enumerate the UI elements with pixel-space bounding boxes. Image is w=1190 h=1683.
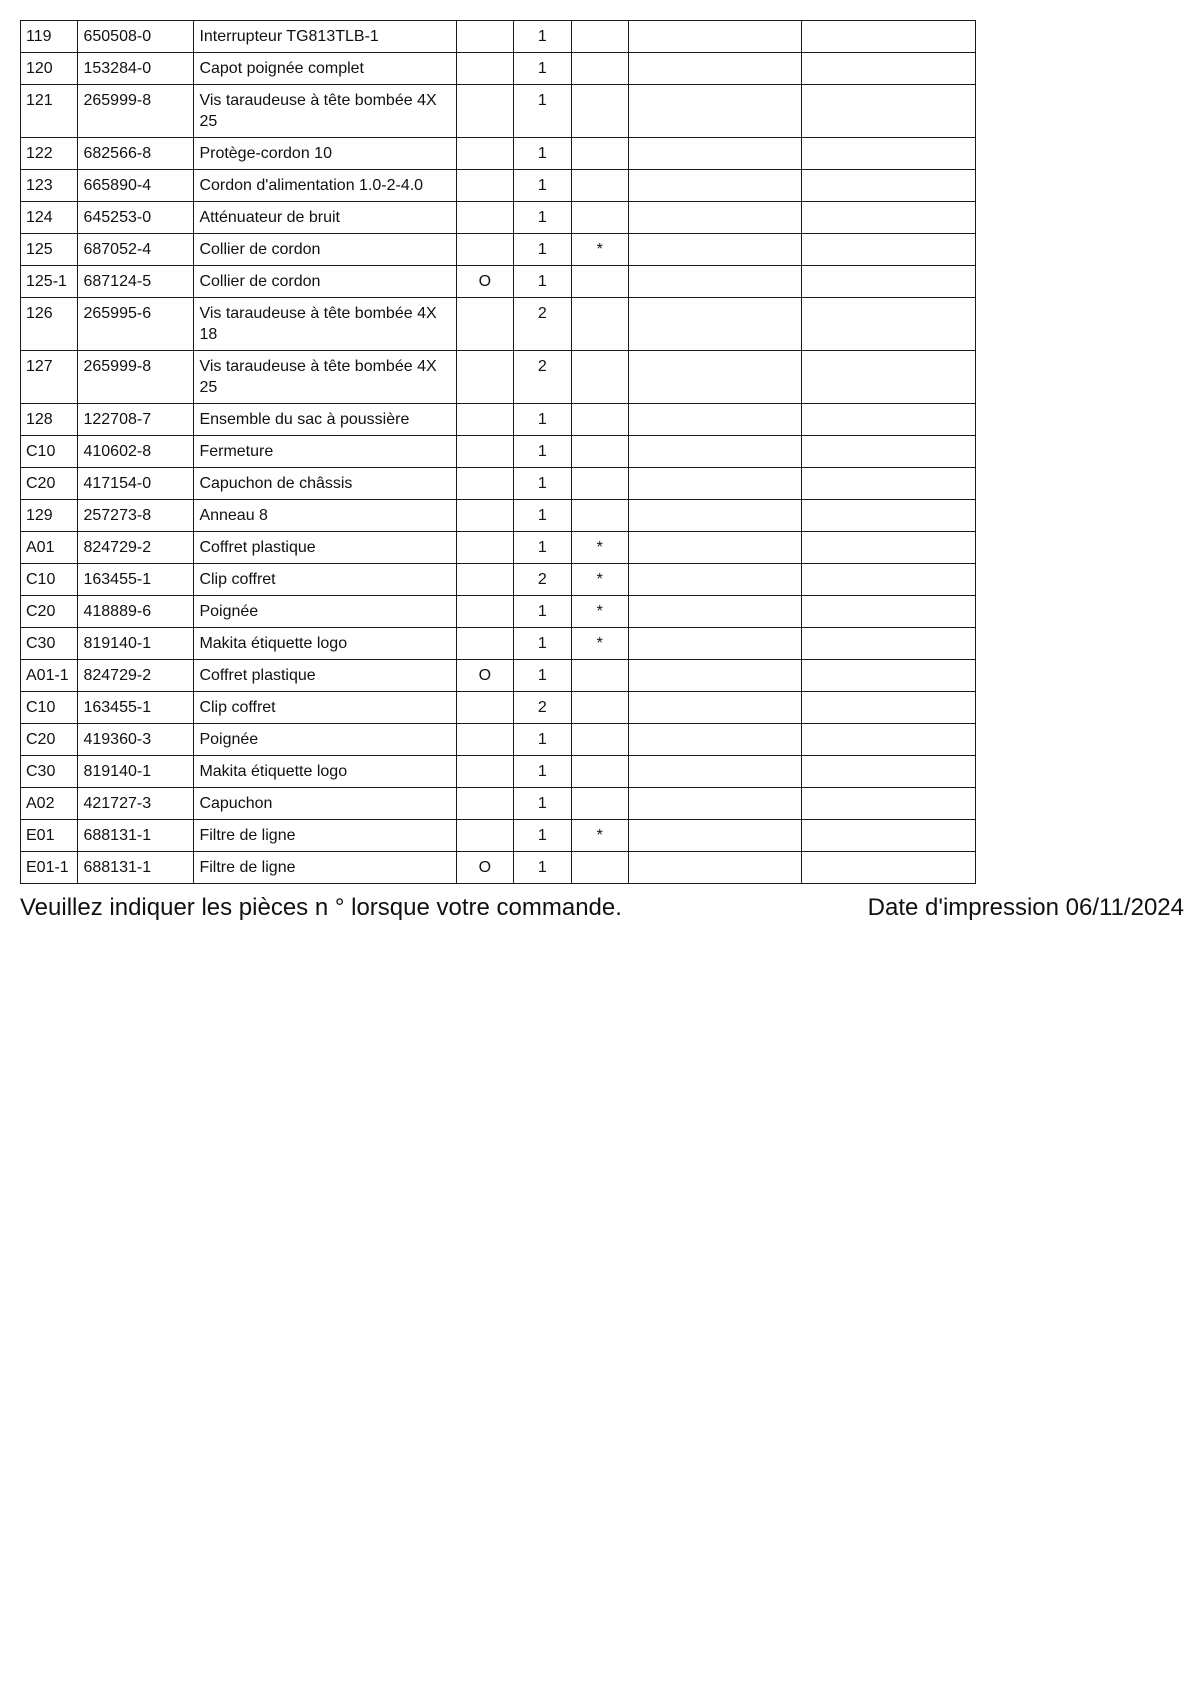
quantity-cell: 1 xyxy=(514,852,571,884)
part-number-cell: 687124-5 xyxy=(78,266,194,298)
table-row xyxy=(21,234,976,266)
part-ref-cell: 120 xyxy=(21,53,78,85)
table-row xyxy=(21,852,976,884)
note-cell-2 xyxy=(802,53,976,85)
note-cell-1 xyxy=(629,234,802,266)
table-row xyxy=(21,351,976,404)
note-cell-1 xyxy=(629,532,802,564)
flag-marker-cell: * xyxy=(571,820,628,852)
option-marker-cell xyxy=(456,404,513,436)
part-ref-cell: C30 xyxy=(21,756,78,788)
table-row xyxy=(21,660,976,692)
flag-marker-cell xyxy=(571,138,628,170)
part-number-cell: 688131-1 xyxy=(78,820,194,852)
part-number-cell: 265995-6 xyxy=(78,298,194,351)
quantity-cell: 1 xyxy=(514,468,571,500)
note-cell-2 xyxy=(802,756,976,788)
table-row xyxy=(21,564,976,596)
note-cell-2 xyxy=(802,852,976,884)
note-cell-2 xyxy=(802,404,976,436)
flag-marker-cell: * xyxy=(571,564,628,596)
parts-table xyxy=(20,20,976,884)
note-cell-1 xyxy=(629,660,802,692)
part-description-cell: Anneau 8 xyxy=(194,500,456,532)
flag-marker-cell xyxy=(571,202,628,234)
part-number-cell: 122708-7 xyxy=(78,404,194,436)
part-ref-cell: 127 xyxy=(21,351,78,404)
note-cell-1 xyxy=(629,436,802,468)
note-cell-2 xyxy=(802,436,976,468)
part-description-cell: Poignée xyxy=(194,596,456,628)
part-ref-cell: 129 xyxy=(21,500,78,532)
part-number-cell: 153284-0 xyxy=(78,53,194,85)
part-description-cell: Capuchon xyxy=(194,788,456,820)
flag-marker-cell xyxy=(571,852,628,884)
note-cell-2 xyxy=(802,724,976,756)
part-number-cell: 163455-1 xyxy=(78,692,194,724)
flag-marker-cell xyxy=(571,500,628,532)
part-description-cell: Vis taraudeuse à tête bombée 4X 18 xyxy=(194,298,456,351)
flag-marker-cell xyxy=(571,436,628,468)
quantity-cell: 1 xyxy=(514,820,571,852)
part-description-cell: Collier de cordon xyxy=(194,266,456,298)
flag-marker-cell xyxy=(571,756,628,788)
part-number-cell: 421727-3 xyxy=(78,788,194,820)
quantity-cell: 1 xyxy=(514,21,571,53)
note-cell-2 xyxy=(802,660,976,692)
quantity-cell: 1 xyxy=(514,138,571,170)
table-row xyxy=(21,202,976,234)
option-marker-cell xyxy=(456,138,513,170)
flag-marker-cell xyxy=(571,692,628,724)
option-marker-cell xyxy=(456,692,513,724)
option-marker-cell xyxy=(456,298,513,351)
part-number-cell: 257273-8 xyxy=(78,500,194,532)
option-marker-cell xyxy=(456,85,513,138)
quantity-cell: 1 xyxy=(514,404,571,436)
table-row xyxy=(21,266,976,298)
flag-marker-cell xyxy=(571,660,628,692)
quantity-cell: 1 xyxy=(514,234,571,266)
note-cell-2 xyxy=(802,351,976,404)
quantity-cell: 2 xyxy=(514,692,571,724)
quantity-cell: 1 xyxy=(514,85,571,138)
part-number-cell: 665890-4 xyxy=(78,170,194,202)
part-number-cell: 819140-1 xyxy=(78,628,194,660)
quantity-cell: 2 xyxy=(514,298,571,351)
flag-marker-cell xyxy=(571,404,628,436)
part-ref-cell: C20 xyxy=(21,724,78,756)
flag-marker-cell: * xyxy=(571,234,628,266)
part-description-cell: Poignée xyxy=(194,724,456,756)
table-row xyxy=(21,756,976,788)
flag-marker-cell xyxy=(571,724,628,756)
table-row xyxy=(21,820,976,852)
flag-marker-cell: * xyxy=(571,628,628,660)
part-ref-cell: 124 xyxy=(21,202,78,234)
note-cell-1 xyxy=(629,468,802,500)
flag-marker-cell xyxy=(571,266,628,298)
part-ref-cell: E01-1 xyxy=(21,852,78,884)
flag-marker-cell xyxy=(571,21,628,53)
part-description-cell: Fermeture xyxy=(194,436,456,468)
part-number-cell: 687052-4 xyxy=(78,234,194,266)
flag-marker-cell xyxy=(571,85,628,138)
table-row xyxy=(21,724,976,756)
note-cell-2 xyxy=(802,596,976,628)
part-number-cell: 163455-1 xyxy=(78,564,194,596)
part-number-cell: 419360-3 xyxy=(78,724,194,756)
part-ref-cell: 122 xyxy=(21,138,78,170)
part-ref-cell: 126 xyxy=(21,298,78,351)
option-marker-cell xyxy=(456,234,513,266)
table-row xyxy=(21,596,976,628)
quantity-cell: 1 xyxy=(514,724,571,756)
part-description-cell: Vis taraudeuse à tête bombée 4X 25 xyxy=(194,85,456,138)
part-description-cell: Makita étiquette logo xyxy=(194,628,456,660)
part-number-cell: 418889-6 xyxy=(78,596,194,628)
part-ref-cell: C20 xyxy=(21,596,78,628)
part-description-cell: Ensemble du sac à poussière xyxy=(194,404,456,436)
table-row xyxy=(21,436,976,468)
part-number-cell: 819140-1 xyxy=(78,756,194,788)
part-description-cell: Atténuateur de bruit xyxy=(194,202,456,234)
note-cell-1 xyxy=(629,351,802,404)
order-instruction-note: Veuillez indiquer les pièces n ° lorsque votre commande. xyxy=(20,894,622,921)
part-description-cell: Clip coffret xyxy=(194,692,456,724)
table-row xyxy=(21,53,976,85)
part-description-cell: Clip coffret xyxy=(194,564,456,596)
quantity-cell: 1 xyxy=(514,436,571,468)
part-description-cell: Coffret plastique xyxy=(194,660,456,692)
option-marker-cell xyxy=(456,628,513,660)
option-marker-cell xyxy=(456,596,513,628)
note-cell-1 xyxy=(629,170,802,202)
option-marker-cell xyxy=(456,820,513,852)
part-ref-cell: 128 xyxy=(21,404,78,436)
option-marker-cell: O xyxy=(456,660,513,692)
note-cell-2 xyxy=(802,298,976,351)
part-ref-cell: C10 xyxy=(21,692,78,724)
flag-marker-cell xyxy=(571,298,628,351)
quantity-cell: 1 xyxy=(514,756,571,788)
option-marker-cell: O xyxy=(456,266,513,298)
part-ref-cell: A02 xyxy=(21,788,78,820)
table-row xyxy=(21,692,976,724)
part-description-cell: Protège-cordon 10 xyxy=(194,138,456,170)
note-cell-1 xyxy=(629,404,802,436)
part-ref-cell: 119 xyxy=(21,21,78,53)
part-ref-cell: A01 xyxy=(21,532,78,564)
note-cell-1 xyxy=(629,500,802,532)
note-cell-1 xyxy=(629,564,802,596)
table-row xyxy=(21,85,976,138)
part-ref-cell: 125 xyxy=(21,234,78,266)
part-description-cell: Filtre de ligne xyxy=(194,820,456,852)
quantity-cell: 1 xyxy=(514,500,571,532)
flag-marker-cell: * xyxy=(571,596,628,628)
note-cell-2 xyxy=(802,820,976,852)
note-cell-2 xyxy=(802,234,976,266)
option-marker-cell xyxy=(456,756,513,788)
note-cell-2 xyxy=(802,202,976,234)
table-row xyxy=(21,468,976,500)
option-marker-cell: O xyxy=(456,852,513,884)
part-ref-cell: C30 xyxy=(21,628,78,660)
part-number-cell: 645253-0 xyxy=(78,202,194,234)
table-row xyxy=(21,404,976,436)
part-description-cell: Capuchon de châssis xyxy=(194,468,456,500)
part-description-cell: Vis taraudeuse à tête bombée 4X 25 xyxy=(194,351,456,404)
part-description-cell: Makita étiquette logo xyxy=(194,756,456,788)
quantity-cell: 2 xyxy=(514,564,571,596)
page-footer xyxy=(20,893,1184,923)
part-number-cell: 265999-8 xyxy=(78,85,194,138)
print-date: Date d'impression 06/11/2024 xyxy=(867,894,1184,921)
option-marker-cell xyxy=(456,53,513,85)
note-cell-2 xyxy=(802,532,976,564)
parts-table-body xyxy=(21,21,976,884)
option-marker-cell xyxy=(456,788,513,820)
option-marker-cell xyxy=(456,21,513,53)
note-cell-2 xyxy=(802,468,976,500)
part-description-cell: Coffret plastique xyxy=(194,532,456,564)
part-number-cell: 688131-1 xyxy=(78,852,194,884)
option-marker-cell xyxy=(456,468,513,500)
note-cell-2 xyxy=(802,692,976,724)
option-marker-cell xyxy=(456,351,513,404)
note-cell-1 xyxy=(629,53,802,85)
part-ref-cell: 123 xyxy=(21,170,78,202)
part-number-cell: 824729-2 xyxy=(78,660,194,692)
note-cell-1 xyxy=(629,692,802,724)
quantity-cell: 1 xyxy=(514,266,571,298)
note-cell-1 xyxy=(629,266,802,298)
table-row xyxy=(21,500,976,532)
table-row xyxy=(21,138,976,170)
option-marker-cell xyxy=(456,532,513,564)
part-description-cell: Interrupteur TG813TLB-1 xyxy=(194,21,456,53)
flag-marker-cell xyxy=(571,788,628,820)
note-cell-1 xyxy=(629,298,802,351)
option-marker-cell xyxy=(456,724,513,756)
quantity-cell: 1 xyxy=(514,170,571,202)
quantity-cell: 2 xyxy=(514,351,571,404)
flag-marker-cell xyxy=(571,53,628,85)
flag-marker-cell xyxy=(571,351,628,404)
part-description-cell: Filtre de ligne xyxy=(194,852,456,884)
table-row xyxy=(21,628,976,660)
note-cell-1 xyxy=(629,138,802,170)
part-ref-cell: 125-1 xyxy=(21,266,78,298)
note-cell-2 xyxy=(802,170,976,202)
table-row xyxy=(21,788,976,820)
table-row xyxy=(21,21,976,53)
part-ref-cell: A01-1 xyxy=(21,660,78,692)
quantity-cell: 1 xyxy=(514,660,571,692)
note-cell-2 xyxy=(802,85,976,138)
note-cell-2 xyxy=(802,21,976,53)
table-row xyxy=(21,532,976,564)
flag-marker-cell xyxy=(571,170,628,202)
part-description-cell: Capot poignée complet xyxy=(194,53,456,85)
part-ref-cell: C10 xyxy=(21,564,78,596)
option-marker-cell xyxy=(456,436,513,468)
quantity-cell: 1 xyxy=(514,202,571,234)
note-cell-1 xyxy=(629,628,802,660)
quantity-cell: 1 xyxy=(514,532,571,564)
part-description-cell: Collier de cordon xyxy=(194,234,456,266)
note-cell-1 xyxy=(629,724,802,756)
quantity-cell: 1 xyxy=(514,53,571,85)
option-marker-cell xyxy=(456,170,513,202)
part-ref-cell: C10 xyxy=(21,436,78,468)
note-cell-1 xyxy=(629,820,802,852)
part-description-cell: Cordon d'alimentation 1.0-2-4.0 xyxy=(194,170,456,202)
note-cell-1 xyxy=(629,596,802,628)
quantity-cell: 1 xyxy=(514,788,571,820)
note-cell-2 xyxy=(802,138,976,170)
note-cell-2 xyxy=(802,564,976,596)
note-cell-1 xyxy=(629,202,802,234)
part-number-cell: 650508-0 xyxy=(78,21,194,53)
note-cell-2 xyxy=(802,266,976,298)
note-cell-2 xyxy=(802,500,976,532)
part-ref-cell: E01 xyxy=(21,820,78,852)
note-cell-1 xyxy=(629,788,802,820)
note-cell-1 xyxy=(629,756,802,788)
table-row xyxy=(21,298,976,351)
part-number-cell: 682566-8 xyxy=(78,138,194,170)
option-marker-cell xyxy=(456,564,513,596)
part-number-cell: 410602-8 xyxy=(78,436,194,468)
part-number-cell: 824729-2 xyxy=(78,532,194,564)
flag-marker-cell: * xyxy=(571,532,628,564)
option-marker-cell xyxy=(456,202,513,234)
option-marker-cell xyxy=(456,500,513,532)
note-cell-2 xyxy=(802,788,976,820)
note-cell-1 xyxy=(629,21,802,53)
quantity-cell: 1 xyxy=(514,628,571,660)
part-number-cell: 265999-8 xyxy=(78,351,194,404)
flag-marker-cell xyxy=(571,468,628,500)
quantity-cell: 1 xyxy=(514,596,571,628)
note-cell-1 xyxy=(629,85,802,138)
part-number-cell: 417154-0 xyxy=(78,468,194,500)
table-row xyxy=(21,170,976,202)
note-cell-2 xyxy=(802,628,976,660)
note-cell-1 xyxy=(629,852,802,884)
part-ref-cell: 121 xyxy=(21,85,78,138)
part-ref-cell: C20 xyxy=(21,468,78,500)
